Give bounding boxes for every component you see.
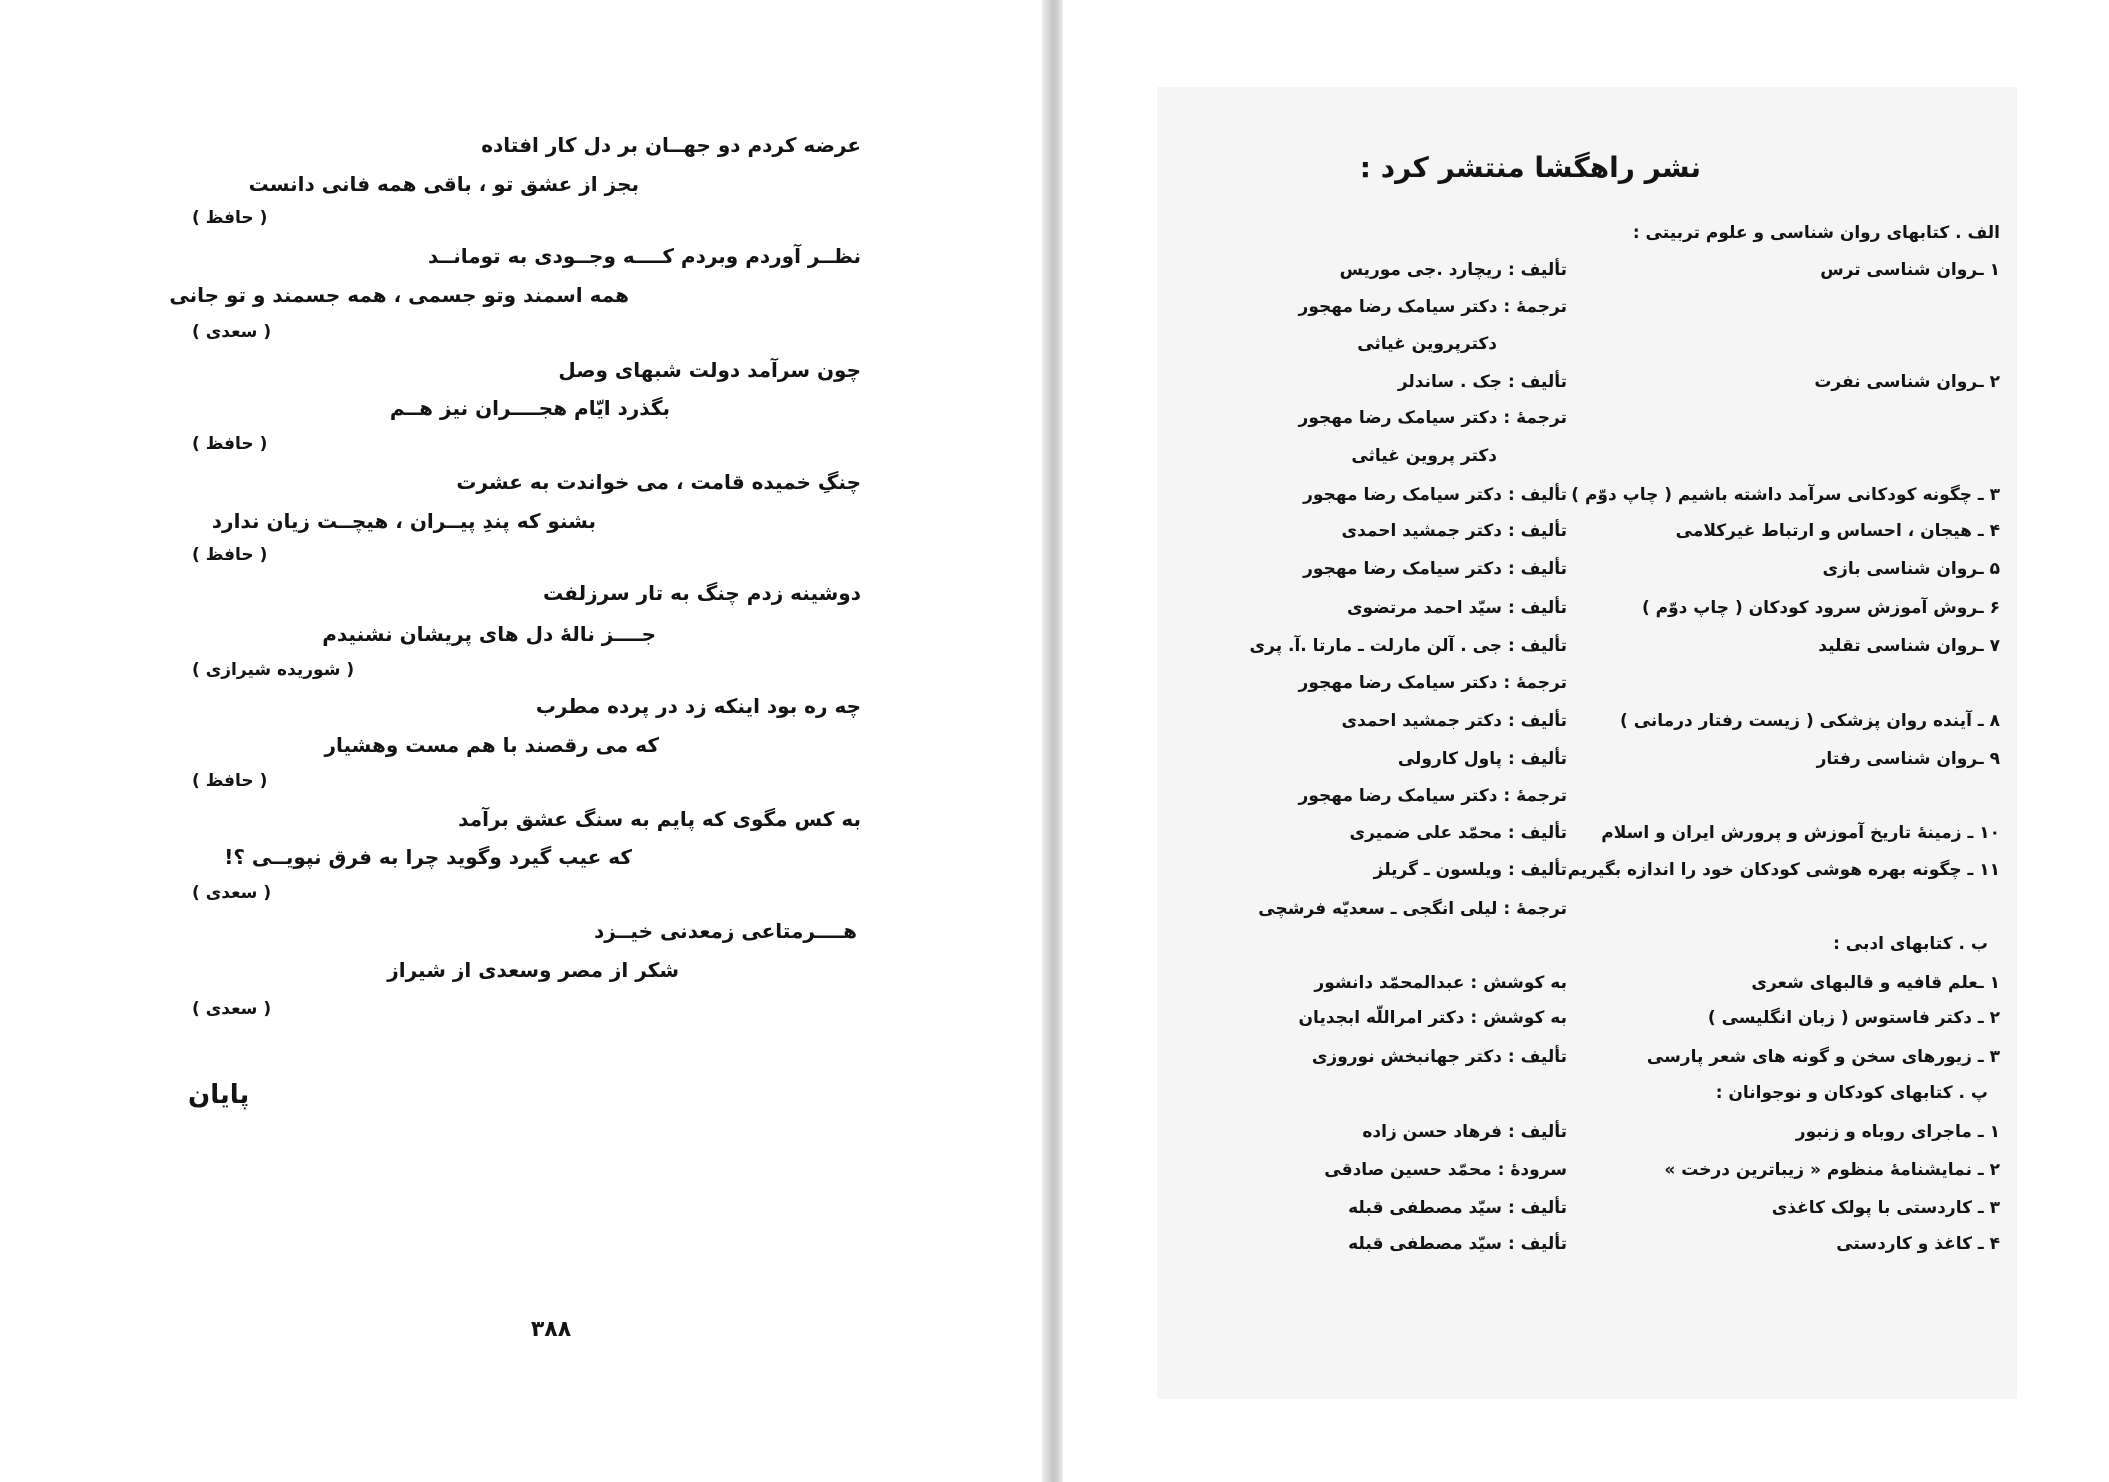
book-title: ۳ ـ زیورهای سخن و گونه های شعر پارسی (1646, 1047, 2000, 1067)
book-title: ۲ ـ نمایشنامهٔ منظوم « زیباترین درخت » (1664, 1160, 2000, 1180)
book-credit: تألیف : محمّد علی ضمیری (1349, 823, 1567, 843)
book-title: ۳ ـ چگونه کودکانی سرآمد داشته باشیم ( چاپ دوّم ) (1571, 485, 2000, 505)
verse-line-1: نظــر آوردم وبردم کــــه وجــودی به تومانــد (428, 244, 861, 268)
book-title: ۸ ـ آینده روان پزشکی ( زیست رفتار درمانی ) (1620, 711, 2000, 731)
book-credit: تألیف : دکتر جمشید احمدی (1341, 711, 1567, 731)
verse-line-1: چون سرآمد دولت شبهای وصل (558, 358, 861, 382)
book-credit: تألیف : دکتر جهانبخش نوروزی (1311, 1047, 1567, 1067)
book-credit: ترجمهٔ : دکتر سیامک رضا مهجور (1298, 673, 1567, 693)
verse-line-2: شکر از مصر وسعدی از شیراز (387, 958, 679, 982)
page-gutter (1042, 0, 1063, 1482)
poet-attribution: ( سعدی ) (192, 883, 272, 903)
verse-line-2: همه اسمند وتو جسمی ، همه جسمند و تو جانی (169, 283, 629, 307)
book-title: ۹ ـروان شناسی رفتار (1816, 749, 2000, 769)
verse-line-2: بجز از عشق تو ، باقی همه فانی دانست (248, 172, 639, 196)
book-credit: تألیف : دکتر جمشید احمدی (1341, 521, 1567, 541)
book-credit: تألیف : دکتر سیامک رضا مهجور (1303, 559, 1567, 579)
book-title: ۱ ـ ماجرای روباه و زنبور (1795, 1122, 2000, 1142)
page-left (0, 0, 1042, 1482)
verse-line-1: هــــرمتاعی زمعدنی خیــزد (594, 919, 857, 943)
verse-line-1: چه ره بود اینکه زد در پرده مطرب (535, 694, 861, 718)
page-number: ۳۸۸ (530, 1317, 572, 1342)
book-title: ۲ ـ دکتر فاستوس ( زبان انگلیسی ) (1707, 1008, 2000, 1028)
section-heading: پ . کتابهای کودکان و نوجوانان : (1715, 1083, 1988, 1103)
verse-line-2: بشنو که پندِ پیــران ، هیچــت زیان ندارد (211, 509, 596, 533)
poet-attribution: ( حافظ ) (192, 771, 268, 791)
book-credit: دکترپروین غیاثی (1357, 334, 1497, 354)
book-title: ۱۱ ـ چگونه بهره هوشی کودکان خود را اندازه بگیریم (1567, 860, 2000, 880)
book-title: ۱ ـعلم قافیه و قالبهای شعری (1751, 973, 2000, 993)
verse-line-1: به کس مگوی که پایم به سنگ عشق برآمد (458, 807, 861, 831)
book-credit: تألیف : سیّد مصطفی قبله (1348, 1234, 1567, 1254)
book-title: ۶ ـروش آموزش سرود کودکان ( چاپ دوّم ) (1641, 598, 2000, 618)
book-credit: دکتر پروین غیاثی (1351, 446, 1497, 466)
publisher-title: نشر راهگشا منتشر کرد : (1359, 151, 1701, 184)
book-title: ۱ ـروان شناسی ترس (1820, 260, 2000, 280)
book-credit: تألیف : جی . آلن مارلت ـ مارتا .آ. پری (1249, 636, 1567, 656)
book-credit: ترجمهٔ : دکتر سیامک رضا مهجور (1298, 408, 1567, 428)
poet-attribution: ( حافظ ) (192, 434, 268, 454)
verse-line-2: که می رقصند با هم مست وهشیار (324, 733, 659, 757)
verse-line-1: دوشینه زدم چنگ به تار سرزلفت (543, 581, 861, 605)
book-credit: تألیف : فرهاد حسن زاده (1362, 1122, 1567, 1142)
poet-attribution: ( سعدی ) (192, 999, 272, 1019)
book-title: ۳ ـ کاردستی با پولک کاغذی (1771, 1198, 2000, 1218)
book-title: ۲ ـروان شناسی نفرت (1814, 372, 2000, 392)
book-credit: ترجمهٔ : دکتر سیامک رضا مهجور (1298, 297, 1567, 317)
book-credit: تألیف : سیّد احمد مرتضوی (1346, 598, 1567, 618)
book-credit: تألیف : جک . ساندلر (1397, 372, 1567, 392)
book-credit: به کوشش : دکتر امراللّه ابجدیان (1298, 1008, 1567, 1028)
book-title: ۴ ـ هیجان ، احساس و ارتباط غیرکلامی (1675, 521, 2000, 541)
book-credit: سرودهٔ : محمّد حسین صادقی (1324, 1160, 1567, 1180)
verse-line-2: که عیب گیرد وگوید چرا به فرق نپویــی ؟! (224, 845, 632, 869)
poet-attribution: ( حافظ ) (192, 208, 268, 228)
poet-attribution: ( شوریده شیرازی ) (192, 660, 355, 680)
book-title: ۱۰ ـ زمینهٔ تاریخ آموزش و پرورش ایران و اسلام (1601, 823, 2000, 843)
page-right (1063, 0, 2109, 1482)
verse-line-2: بگذرد ایّام هجــــران نیز هــم (389, 396, 670, 420)
book-title: ۵ ـروان شناسی بازی (1822, 559, 2000, 579)
book-credit: به کوشش : عبدالمحمّد دانشور (1314, 973, 1567, 993)
verse-line-2: جــــز نالهٔ دل های پریشان نشنیدم (322, 622, 656, 646)
book-credit: تألیف : دکتر سیامک رضا مهجور (1303, 485, 1567, 505)
verse-line-1: چنگِ خمیده قامت ، می خواندت به عشرت (456, 470, 861, 494)
verse-line-1: عرضه کردم دو جهــان بر دل کار افتاده (481, 133, 861, 157)
book-credit: تألیف : پاول کارولی (1397, 749, 1567, 769)
book-credit: تألیف : ریچارد .جی موریس (1339, 260, 1567, 280)
book-title: ۴ ـ کاغذ و کاردستی (1836, 1234, 2000, 1254)
section-heading: الف . کتابهای روان شناسی و علوم تربیتی : (1632, 223, 2000, 243)
book-credit: ترجمهٔ : دکتر سیامک رضا مهجور (1298, 786, 1567, 806)
book-credit: ترجمهٔ : لیلی انگجی ـ سعدیّه فرشچی (1258, 899, 1567, 919)
book-credit: تألیف : سیّد مصطفی قبله (1348, 1198, 1567, 1218)
end-label: پایان (188, 1080, 250, 1110)
section-heading: ب . کتابهای ادبی : (1833, 934, 1988, 954)
poet-attribution: ( حافظ ) (192, 545, 268, 565)
poet-attribution: ( سعدی ) (192, 322, 272, 342)
book-title: ۷ ـروان شناسی تقلید (1818, 636, 2000, 656)
book-credit: تألیف : ویلسون ـ گریلز (1373, 860, 1567, 880)
